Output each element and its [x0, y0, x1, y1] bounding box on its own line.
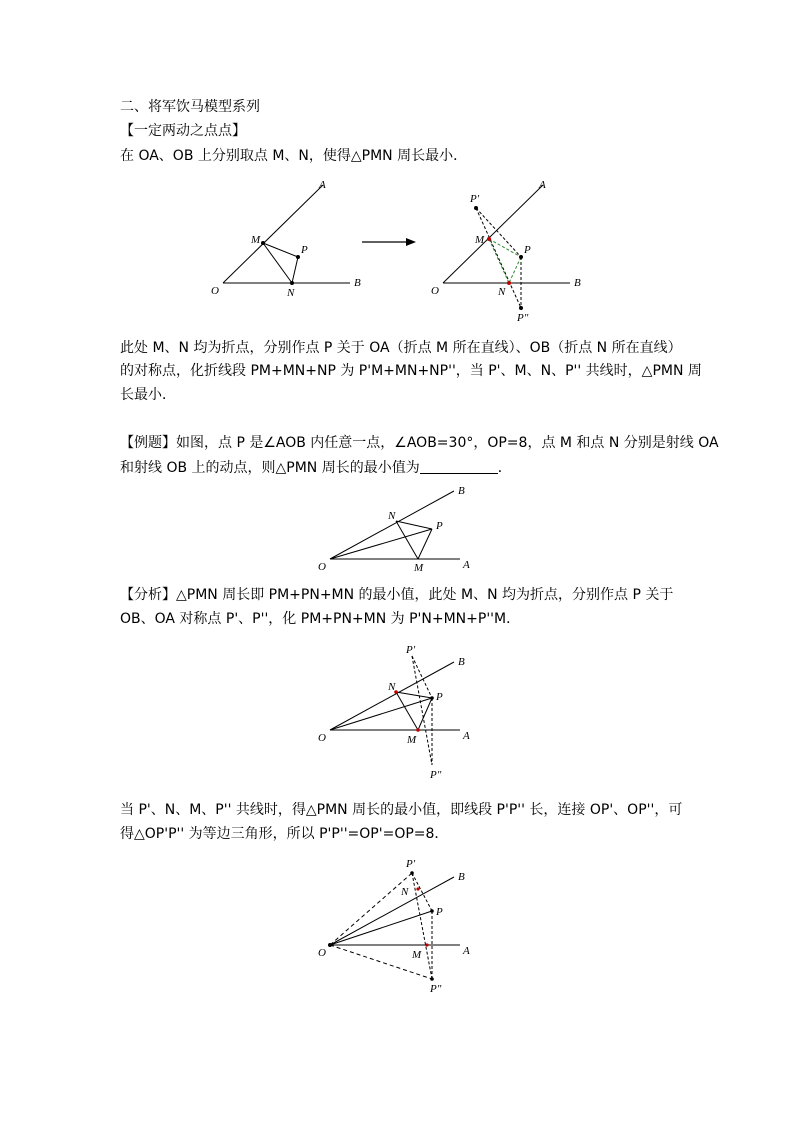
label-o: O	[211, 285, 219, 297]
label-a: A	[463, 730, 470, 742]
label-o: O	[318, 561, 326, 573]
conclusion-line-2: 得△OP'P'' 为等边三角形，所以 P'P''=OP'=OP=8．	[120, 826, 449, 842]
label-p: P	[436, 691, 443, 703]
point-m	[425, 943, 428, 946]
section-title: 二、将军饮马模型系列	[120, 99, 260, 115]
example-line-1: 【例题】如图，点 P 是∠AOB 内任意一点，∠AOB=30°，OP=8，点 M 和点 N 分别是射线 OA	[120, 435, 719, 451]
label-a: A	[319, 179, 326, 191]
label-o: O	[431, 285, 439, 297]
segment-o-p1	[330, 873, 412, 945]
segment-p1-p	[476, 208, 521, 257]
segment-mn-green	[489, 239, 509, 283]
label-n: N	[498, 286, 506, 298]
point-p	[296, 255, 300, 259]
point-n	[507, 281, 511, 285]
explanation-line-2: 的对称点，化折线段 PM+MN+NP 为 P'M+MN+NP''，当 P'、M、N、P'' 共线时，△PMN 周	[120, 363, 702, 379]
point-p2	[519, 306, 523, 310]
label-m: M	[412, 949, 422, 961]
figure-analysis	[312, 640, 482, 785]
figure-1-original	[205, 175, 375, 300]
label-p: P	[436, 906, 443, 918]
segment-op	[330, 698, 432, 730]
figure-example	[312, 483, 482, 575]
example-line-2-text: 和射线 OB 上的动点，则△PMN 周长的最小值为	[120, 460, 420, 476]
label-n: N	[287, 287, 295, 299]
label-b: B	[458, 656, 465, 668]
label-m: M	[251, 234, 261, 246]
ray-oa	[443, 185, 543, 283]
segment-p1-p2	[412, 873, 432, 979]
example-line-2	[120, 458, 512, 478]
analysis-line-1: 【分析】△PMN 周长即 PM+PN+MN 的最小值，此处 M、N 均为折点，分别作点 P 关于	[120, 587, 674, 603]
label-b: B	[574, 277, 581, 289]
example-line-2-end: ．	[497, 460, 512, 476]
label-m: M	[475, 234, 485, 246]
point-m	[487, 237, 491, 241]
label-p2: P"	[517, 312, 529, 324]
point-p1	[410, 871, 414, 875]
point-p2	[430, 977, 434, 981]
segment-nm	[396, 692, 418, 730]
label-a: A	[539, 179, 546, 191]
label-m: M	[414, 562, 424, 574]
segment-np	[396, 521, 432, 529]
label-p2: P"	[430, 769, 442, 781]
segment-mp-green	[489, 239, 521, 257]
label-b: B	[354, 277, 361, 289]
intro-text: 在 OA、OB 上分别取点 M、N，使得△PMN 周长最小．	[120, 148, 468, 164]
point-p	[430, 696, 434, 700]
point-n	[290, 281, 294, 285]
label-p: P	[524, 244, 531, 256]
point-p	[519, 255, 523, 259]
segment-p1-p	[412, 873, 432, 911]
label-n: N	[388, 510, 396, 522]
answer-blank	[420, 459, 498, 474]
conclusion-line-1: 当 P'、N、M、P'' 共线时，得△PMN 周长的最小值，即线段 P'P'' 长，连接 OP'、OP''，可	[120, 802, 683, 818]
label-a: A	[463, 559, 470, 571]
label-p: P	[436, 520, 443, 532]
point-p	[430, 909, 434, 913]
section-subtitle: 【一定两动之点点】	[120, 123, 246, 139]
label-p1: P'	[406, 644, 416, 656]
label-n: N	[401, 886, 409, 898]
label-o: O	[318, 732, 326, 744]
figure-conclusion	[312, 855, 482, 1000]
segment-pn-green	[509, 257, 521, 283]
segment-nm	[396, 521, 418, 559]
ray-oa	[223, 185, 323, 283]
figure-1-reflection	[425, 175, 595, 325]
arrow-icon	[360, 236, 420, 248]
label-p: P	[301, 244, 308, 256]
segment-p1-p	[412, 656, 432, 698]
label-b: B	[458, 871, 465, 883]
label-a: A	[463, 945, 470, 957]
point-m	[416, 728, 420, 732]
label-m: M	[407, 734, 417, 746]
segment-p1-p2	[412, 656, 432, 765]
segment-np	[396, 692, 432, 698]
segment-op	[330, 529, 432, 559]
label-p1: P'	[406, 858, 416, 870]
point-n	[416, 887, 419, 890]
label-p2: P"	[430, 983, 442, 995]
analysis-line-2: OB、OA 对称点 P'、P''，化 PM+PN+MN 为 P'N+MN+P''M．	[120, 611, 521, 627]
segment-pn	[292, 257, 298, 283]
point-p1	[474, 206, 478, 210]
segment-op	[330, 911, 432, 945]
label-n: N	[388, 681, 396, 693]
explanation-line-3: 长最小．	[120, 387, 176, 403]
point-m	[261, 241, 265, 245]
explanation-line-1: 此处 M、N 均为折点，分别作点 P 关于 OA（折点 M 所在直线）、OB（折点 N 所在直线）	[120, 340, 682, 356]
segment-pm	[418, 529, 432, 559]
label-o: O	[318, 947, 326, 959]
label-p1: P'	[470, 193, 480, 205]
point-o	[328, 943, 332, 947]
label-b: B	[458, 485, 465, 497]
